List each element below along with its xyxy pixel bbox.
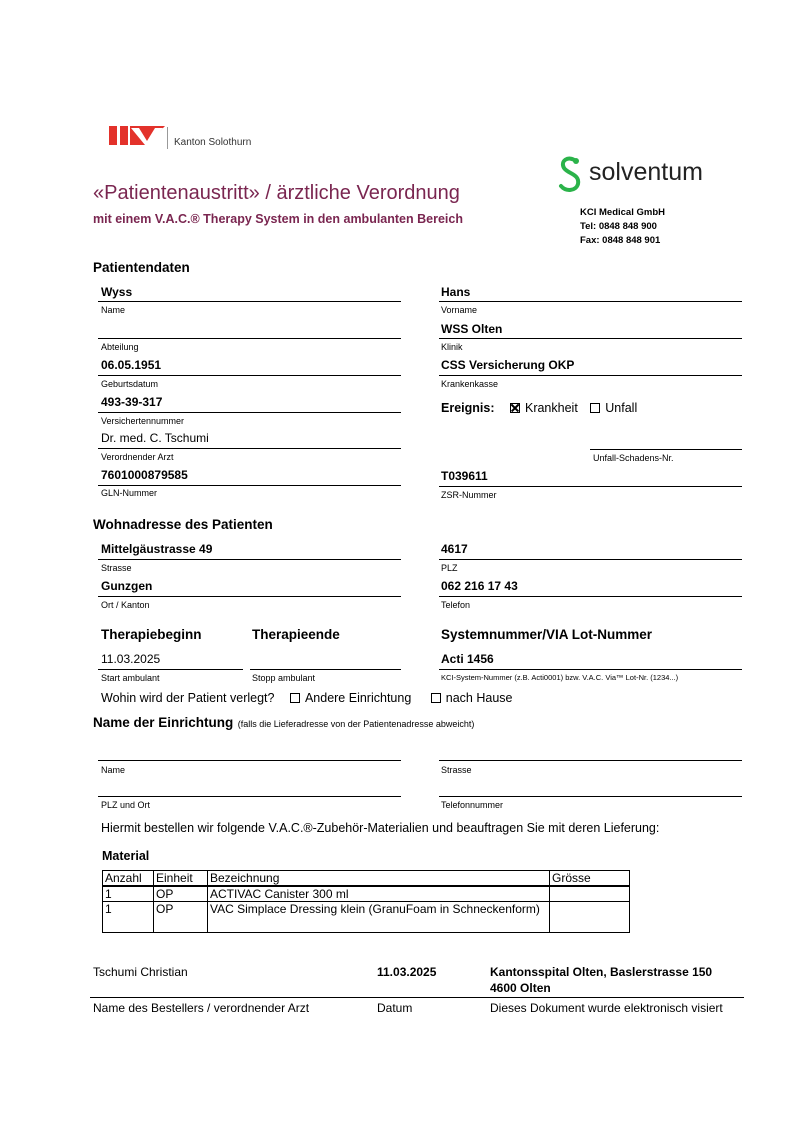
- therapy-end-header: Therapieende: [252, 627, 340, 642]
- facility-zip-city-line: [98, 796, 401, 797]
- row-desc: ACTIVAC Canister 300 ml: [208, 886, 550, 902]
- row-unit: OP: [154, 886, 208, 902]
- department-line: [98, 338, 401, 339]
- facility-name-line: [98, 760, 401, 761]
- city-value: Gunzgen: [101, 579, 153, 593]
- event-accident-checkbox[interactable]: [590, 403, 600, 413]
- facility-street-line: [439, 760, 742, 761]
- row-size: [550, 902, 630, 933]
- order-intro: Hiermit bestellen wir folgende V.A.C.®-Zubehör-Materialien und beauftragen Sie mit deren Lieferung:: [101, 821, 660, 835]
- event-illness-label: Krankheit: [524, 401, 578, 415]
- phone-line: [439, 596, 742, 597]
- table-row: [103, 886, 630, 902]
- therapy-start-header: Therapiebeginn: [101, 627, 202, 642]
- event-accident-label: Unfall: [605, 401, 638, 415]
- clinic-line: [439, 338, 742, 339]
- insurer-value: CSS Versicherung OKP: [441, 358, 575, 372]
- accident-number-label: Unfall-Schadens-Nr.: [593, 453, 674, 463]
- facility-name-label: Name: [101, 765, 126, 775]
- hospital-line2: 4600 Olten: [490, 981, 551, 995]
- vendor-company: KCI Medical GmbH: [580, 207, 665, 218]
- system-number-value: Acti 1456: [441, 652, 494, 666]
- row-qty: 1: [103, 902, 154, 933]
- zsr-label: ZSR-Nummer: [441, 490, 497, 500]
- col-size-header: Grösse: [550, 871, 630, 887]
- hospital-line1: Kantonsspital Olten, Baslerstrasse 150: [490, 965, 713, 979]
- therapy-end-line: [250, 669, 401, 670]
- vendor-fax: Fax: 0848 848 901: [580, 235, 661, 246]
- footer-line: [90, 997, 744, 998]
- orderer-name: Tschumi Christian: [93, 965, 188, 979]
- material-table-header: [103, 871, 630, 887]
- insurer-label: Krankenkasse: [441, 379, 499, 389]
- electronic-note: Dieses Dokument wurde elektronisch visiert: [490, 1001, 723, 1015]
- patient-firstname-value: Hans: [441, 285, 471, 299]
- row-unit: OP: [154, 902, 208, 933]
- therapy-start-label: Start ambulant: [101, 673, 160, 683]
- section-address: Wohnadresse des Patienten: [93, 517, 273, 532]
- therapy-end-label: Stopp ambulant: [252, 673, 316, 683]
- row-qty: 1: [103, 886, 154, 902]
- facility-note: (falls die Lieferadresse von der Patientenadresse abweicht): [237, 719, 475, 729]
- street-label: Strasse: [101, 563, 132, 573]
- zsr-line: [439, 486, 742, 487]
- clinic-label: Klinik: [441, 342, 463, 352]
- facility-street-label: Strasse: [441, 765, 472, 775]
- gln-line: [98, 485, 401, 486]
- patient-name-line: [98, 301, 401, 302]
- accident-number-line: [590, 449, 742, 450]
- street-line: [98, 559, 401, 560]
- solventum-s-icon: [556, 155, 588, 195]
- transfer-home-label: nach Hause: [445, 691, 513, 705]
- transfer-home-checkbox[interactable]: [431, 693, 441, 703]
- row-size: [550, 886, 630, 902]
- solventum-logo: [556, 155, 588, 200]
- birthdate-line: [98, 375, 401, 376]
- therapy-start-line: [98, 669, 243, 670]
- col-unit-header: Einheit: [154, 871, 208, 887]
- solventum-logo-text: solventum: [589, 158, 703, 186]
- zsr-value: T039611: [441, 469, 488, 483]
- row-desc: VAC Simplace Dressing klein (GranuFoam in Schneckenform): [208, 902, 550, 933]
- insurance-number-value: 493-39-317: [101, 395, 163, 409]
- col-desc-header: Bezeichnung: [208, 871, 550, 887]
- doctor-value: Dr. med. C. Tschumi: [101, 431, 209, 445]
- facility-phone-line: [439, 796, 742, 797]
- insurance-number-line: [98, 412, 401, 413]
- transfer-other-facility-checkbox[interactable]: [290, 693, 300, 703]
- document-subtitle: mit einem V.A.C.® Therapy System in den ambulanten Bereich: [93, 212, 463, 226]
- section-facility: Name der Einrichtung: [93, 715, 234, 730]
- zip-line: [439, 559, 742, 560]
- system-number-line: [439, 669, 742, 670]
- table-row: [103, 902, 630, 933]
- kanton-logo-mark-icon: [109, 126, 165, 148]
- section-patient: Patientendaten: [93, 260, 190, 275]
- event-row: [441, 401, 637, 415]
- therapy-start-value: 11.03.2025: [101, 652, 161, 666]
- kanton-logo-text: Kanton Solothurn: [174, 137, 252, 148]
- phone-value: 062 216 17 43: [441, 579, 518, 593]
- orderer-label: Name des Bestellers / verordnender Arzt: [93, 1001, 310, 1015]
- zip-label: PLZ: [441, 563, 458, 573]
- event-illness-checkbox[interactable]: [510, 403, 520, 413]
- department-label: Abteilung: [101, 342, 139, 352]
- system-number-label: KCI-System-Nummer (z.B. Acti0001) bzw. V.A.C. Via™ Lot-Nr. (1234...): [441, 673, 679, 682]
- gln-label: GLN-Nummer: [101, 488, 158, 498]
- vendor-tel: Tel: 0848 848 900: [580, 221, 657, 232]
- gln-value: 7601000879585: [101, 468, 188, 482]
- date-label: Datum: [377, 1001, 413, 1015]
- patient-name-value: Wyss: [101, 285, 133, 299]
- patient-name-label: Name: [101, 305, 126, 315]
- patient-firstname-line: [439, 301, 742, 302]
- phone-label: Telefon: [441, 600, 471, 610]
- city-line: [98, 596, 401, 597]
- transfer-other-facility-label: Andere Einrichtung: [304, 691, 412, 705]
- insurance-number-label: Versichertennummer: [101, 416, 185, 426]
- transfer-row: [101, 691, 512, 705]
- logo-divider: [167, 127, 168, 149]
- material-heading: Material: [102, 849, 150, 863]
- birthdate-label: Geburtsdatum: [101, 379, 159, 389]
- clinic-value: WSS Olten: [441, 322, 503, 336]
- facility-zip-city-label: PLZ und Ort: [101, 800, 151, 810]
- facility-phone-label: Telefonnummer: [441, 800, 504, 810]
- facility-header: [93, 714, 474, 732]
- patient-firstname-label: Vorname: [441, 305, 478, 315]
- transfer-question: Wohin wird der Patient verlegt?: [101, 691, 275, 705]
- city-label: Ort / Kanton: [101, 600, 150, 610]
- doctor-label: Verordnender Arzt: [101, 452, 174, 462]
- document-title: «Patientenaustritt» / ärztliche Verordnung: [93, 182, 460, 204]
- event-label: Ereignis:: [441, 401, 495, 415]
- system-number-header: Systemnummer/VIA Lot-Nummer: [441, 627, 653, 642]
- zip-value: 4617: [441, 542, 468, 556]
- insurer-line: [439, 375, 742, 376]
- col-qty-header: Anzahl: [103, 871, 154, 887]
- material-table: [102, 870, 630, 933]
- street-value: Mittelgäustrasse 49: [101, 542, 213, 556]
- birthdate-value: 06.05.1951: [101, 358, 162, 372]
- kanton-logo: [109, 126, 165, 153]
- doctor-line: [98, 448, 401, 449]
- order-date: 11.03.2025: [377, 965, 437, 979]
